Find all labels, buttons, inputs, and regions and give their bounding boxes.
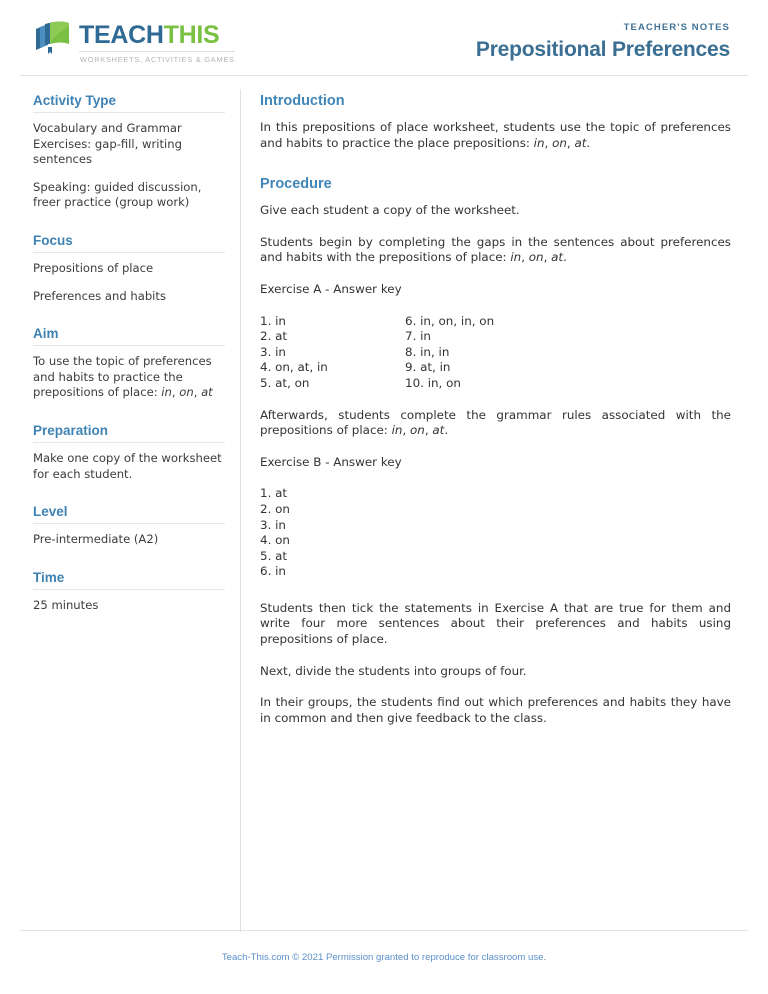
answer-line: 5. at <box>260 548 288 563</box>
answer-line: 4. on, at, in <box>260 360 328 375</box>
exercise-b-label: Exercise B - Answer key <box>260 454 402 469</box>
sidebar-text: 25 minutes <box>33 597 99 612</box>
sidebar-text: Prepositions of place <box>33 260 154 275</box>
answer-line: 3. in <box>260 517 286 532</box>
content-area <box>0 75 768 742</box>
procedure-heading: Procedure <box>260 176 332 193</box>
sidebar-section-level <box>33 504 225 548</box>
answer-line: 10. in, on <box>405 375 461 390</box>
sidebar-heading: Time <box>33 570 225 590</box>
sidebar-heading: Preparation <box>33 423 225 443</box>
sidebar-text: Make one copy of the worksheet for each student. <box>33 450 222 481</box>
answer-line: 2. at <box>260 329 288 344</box>
header-titles <box>476 0 748 62</box>
answer-line: 5. at, on <box>260 375 310 390</box>
sidebar-heading: Focus <box>33 233 225 253</box>
sidebar-text: Vocabulary and Grammar Exercises: gap-fill, writing sentences <box>33 121 182 167</box>
sidebar-heading: Level <box>33 504 225 524</box>
answer-key-column-1 <box>260 314 405 392</box>
sidebar-italic-prepositions: in <box>161 385 172 400</box>
answer-line: 8. in, in <box>405 344 450 359</box>
footer-divider <box>20 930 748 931</box>
answer-key-column-2 <box>405 314 494 392</box>
exercise-b-answer-key <box>260 486 731 580</box>
answer-line: 2. on <box>260 501 290 516</box>
copyright-notice: Teach-This.com © 2021 Permission granted to reproduce for classroom use. <box>221 952 547 963</box>
procedure-paragraph-5: Next, divide the students into groups of four. <box>260 663 527 678</box>
brand-logo[interactable] <box>20 0 235 64</box>
italic-prepositions: in <box>510 250 522 265</box>
sidebar-heading: Activity Type <box>33 93 225 113</box>
answer-line: 6. in <box>260 564 286 579</box>
introduction-paragraph: In this prepositions of place worksheet, students use the topic of preferences and habits to practice the place prepositions: in, on, at. <box>260 120 731 150</box>
answer-line: 1. at <box>260 486 288 501</box>
sidebar-section-time <box>33 570 225 614</box>
procedure-paragraph-4: Students then tick the statements in Exercise A that are true for them and write four more sentences about their preferences and habits using prepositions of place. <box>260 600 731 647</box>
answer-line: 7. in <box>405 329 431 344</box>
lesson-notes-main <box>225 75 748 742</box>
italic-prepositions: in <box>533 135 545 150</box>
sidebar-text: To use the topic of preferences and habits to practice the prepositions of place: in, on, at <box>33 354 213 400</box>
answer-line: 1. in <box>260 313 286 328</box>
exercise-a-label: Exercise A - Answer key <box>260 281 402 296</box>
answer-line: 3. in <box>260 344 286 359</box>
italic-prepositions: in <box>391 423 403 438</box>
answer-line: 4. on <box>260 533 290 548</box>
page-title: Prepositional Preferences <box>475 38 730 61</box>
page-footer <box>0 930 768 994</box>
sidebar-text: Speaking: guided discussion, freer practice (group work) <box>33 179 202 210</box>
document-kicker: TEACHER'S NOTES <box>623 22 730 33</box>
lesson-info-sidebar <box>20 75 225 742</box>
page-header <box>0 0 768 75</box>
procedure-paragraph-1: Give each student a copy of the worksheet. <box>260 203 520 218</box>
brand-wordmark <box>79 20 235 64</box>
introduction-heading: Introduction <box>260 93 345 109</box>
brand-tagline: WORKSHEETS, ACTIVITIES & GAMES <box>79 51 235 64</box>
sidebar-section-focus <box>33 233 225 304</box>
answer-key-column-1 <box>260 486 731 580</box>
exercise-a-answer-key <box>260 314 731 392</box>
sidebar-text: Preferences and habits <box>33 288 166 303</box>
sidebar-heading: Aim <box>33 326 225 346</box>
procedure-paragraph-6: In their groups, the students find out which preferences and habits they have in common and then give feedback to the class. <box>260 695 731 725</box>
column-divider <box>240 89 241 932</box>
open-book-icon <box>33 20 73 56</box>
brand-word-teach: TEACH <box>79 21 164 49</box>
sidebar-section-aim <box>33 326 225 401</box>
sidebar-section-preparation <box>33 423 225 482</box>
sidebar-section-activity-type <box>33 93 225 211</box>
answer-line: 6. in, on, in, on <box>405 313 495 328</box>
answer-line: 9. at, in <box>405 360 451 375</box>
procedure-paragraph-3: Afterwards, students complete the grammar rules associated with the prepositions of place: in, on, at. <box>260 407 731 438</box>
procedure-paragraph-2: Students begin by completing the gaps in the sentences about preferences and habits with the prepositions of place: in, on, at. <box>260 234 731 265</box>
brand-word-this: THIS <box>163 21 220 49</box>
sidebar-text: Pre-intermediate (A2) <box>33 532 159 547</box>
